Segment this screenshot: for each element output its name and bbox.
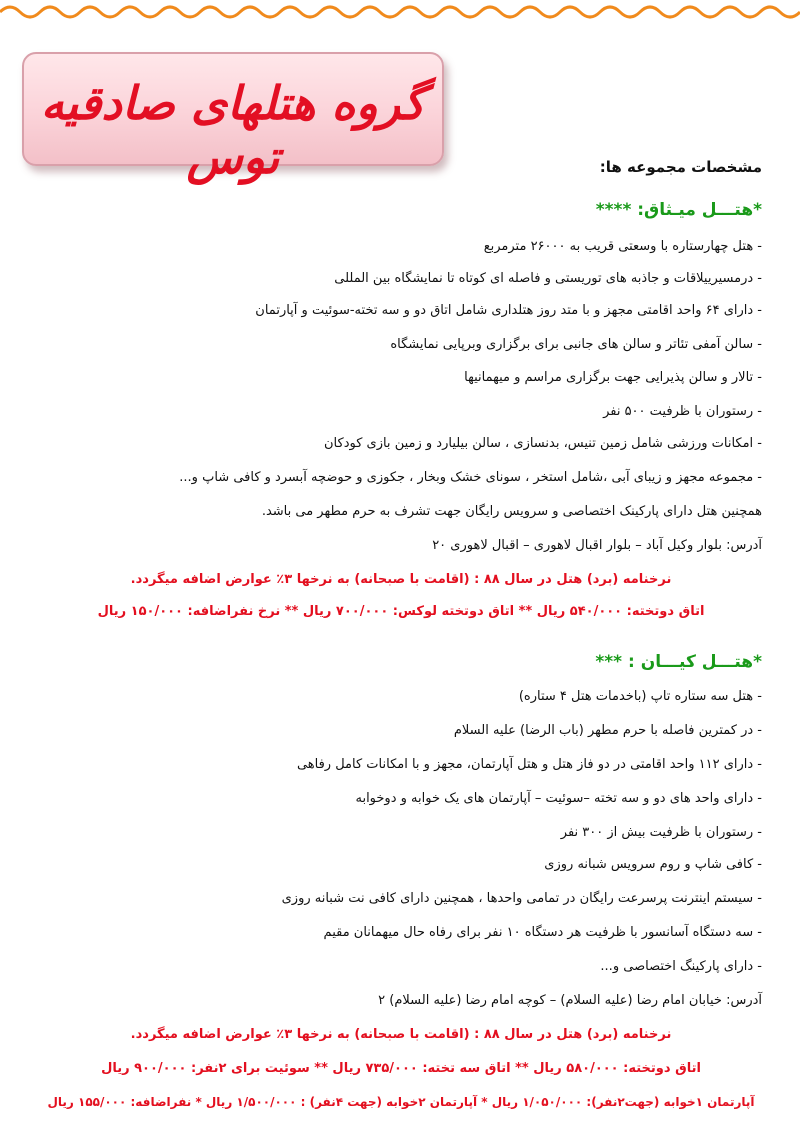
kian-feature: - دارای واحد های دو و سه تخته –سوئیت – آپارتمان های یک خوابه و دوخوابه <box>355 791 762 806</box>
section-title: مشخصات مجموعه ها: <box>599 158 762 176</box>
title-banner <box>22 52 444 184</box>
kian-prices-apartments: آپارتمان ۱خوابه (جهت۲نفر): ۱/۰۵۰/۰۰۰ ریال * آپارتمان ۲خوابه (جهت ۴نفر) : ۱/۵۰۰/۰۰۰ ریال * نفراضافه: ۱۵۵/۰۰۰ ریال <box>47 1095 755 1109</box>
kian-feature: - دارای ۱۱۲ واحد اقامتی در دو فاز هتل و هتل آپارتمان، مجهز و با امکانات کامل رفاهی <box>296 757 762 772</box>
kian-feature: - هتل سه ستاره تاپ (باخدمات هتل ۴ ستاره) <box>518 689 762 704</box>
misagh-feature: - مجموعه مجهز و زیبای آبی ،شامل استخر ، سونای خشک وبخار ، جکوزی و حوضچه آبسرد و کافی شاپ و... <box>179 470 762 485</box>
kian-rate-note: نرخنامه (برد) هتل در سال ۸۸ : (اقامت با صبحانه) به نرخها ۳٪ عوارض اضافه میگردد. <box>130 1027 672 1042</box>
misagh-prices: اتاق دوتخته: ۵۴۰/۰۰۰ ریال ** اتاق دوتخته لوکس: ۷۰۰/۰۰۰ ریال ** نرخ نفراضافه: ۱۵۰/۰۰۰ ریال <box>97 604 705 619</box>
wavy-border-decoration <box>0 0 800 20</box>
kian-feature: - دارای پارکینگ اختصاصی و... <box>600 959 762 974</box>
misagh-feature: - هتل چهارستاره با وسعتی قریب به ۲۶۰۰۰ مترمربع <box>483 239 762 254</box>
kian-prices-rooms: اتاق دوتخته: ۵۸۰/۰۰۰ ریال ** اتاق سه تخته: ۷۳۵/۰۰۰ ریال ** سوئیت برای ۲نفر: ۹۰۰/۰۰۰ ریال <box>101 1061 701 1076</box>
misagh-feature: - امکانات ورزشی شامل زمین تنیس، بدنسازی ، سالن بیلیارد و زمین بازی کودکان <box>324 436 762 451</box>
kian-feature: - رستوران با ظرفیت بیش از ۳۰۰ نفر <box>560 825 762 840</box>
hotel-misagh-name: *هتـــل میـثاق: **** <box>595 200 762 220</box>
misagh-feature: - دارای ۶۴ واحد اقامتی مجهز و با متد روز هتلداری شامل اتاق دو و سه تخته-سوئیت و آپارتمان <box>255 303 762 318</box>
misagh-address: آدرس: بلوار وکیل آباد – بلوار اقبال لاهوری – اقبال لاهوری ۲۰ <box>432 538 762 553</box>
misagh-feature: - رستوران با ظرفیت ۵۰۰ نفر <box>603 404 762 419</box>
misagh-description: همچنین هتل دارای پارکینک اختصاصی و سرویس رایگان جهت تشرف به حرم مطهر می باشد. <box>261 504 762 519</box>
kian-feature: - کافی شاپ و روم سرویس شبانه روزی <box>544 857 762 872</box>
kian-feature: - سیستم اینترنت پرسرعت رایگان در تمامی واحدها ، همچنین دارای کافی نت شبانه روزی <box>281 891 762 906</box>
page-title: گروه هتلهای صادقیه توس <box>40 76 426 184</box>
kian-feature: - در کمترین فاصله با حرم مطهر (باب الرضا) علیه السلام <box>453 723 762 738</box>
misagh-rate-note: نرخنامه (برد) هتل در سال ۸۸ : (اقامت با صبحانه) به نرخها ۳٪ عوارض اضافه میگردد. <box>130 572 672 587</box>
misagh-feature: - درمسیرییلاقات و جاذبه های توریستی و فاصله ای کوتاه تا نمایشگاه بین المللی <box>334 271 762 286</box>
hotel-kian-name: *هتـــل کیـــان : *** <box>595 652 762 672</box>
kian-feature: - سه دستگاه آسانسور با ظرفیت هر دستگاه ۱۰ نفر برای رفاه حال میهمانان مقیم <box>323 925 762 940</box>
misagh-feature: - تالار و سالن پذیرایی جهت برگزاری مراسم و میهمانیها <box>464 370 762 385</box>
misagh-feature: - سالن آمفی تئاتر و سالن های جانبی برای برگزاری وبرپایی نمایشگاه <box>390 337 762 352</box>
kian-address: آدرس: خیابان امام رضا (علیه السلام) – کوچه امام رضا (علیه السلام) ۲ <box>378 993 762 1008</box>
